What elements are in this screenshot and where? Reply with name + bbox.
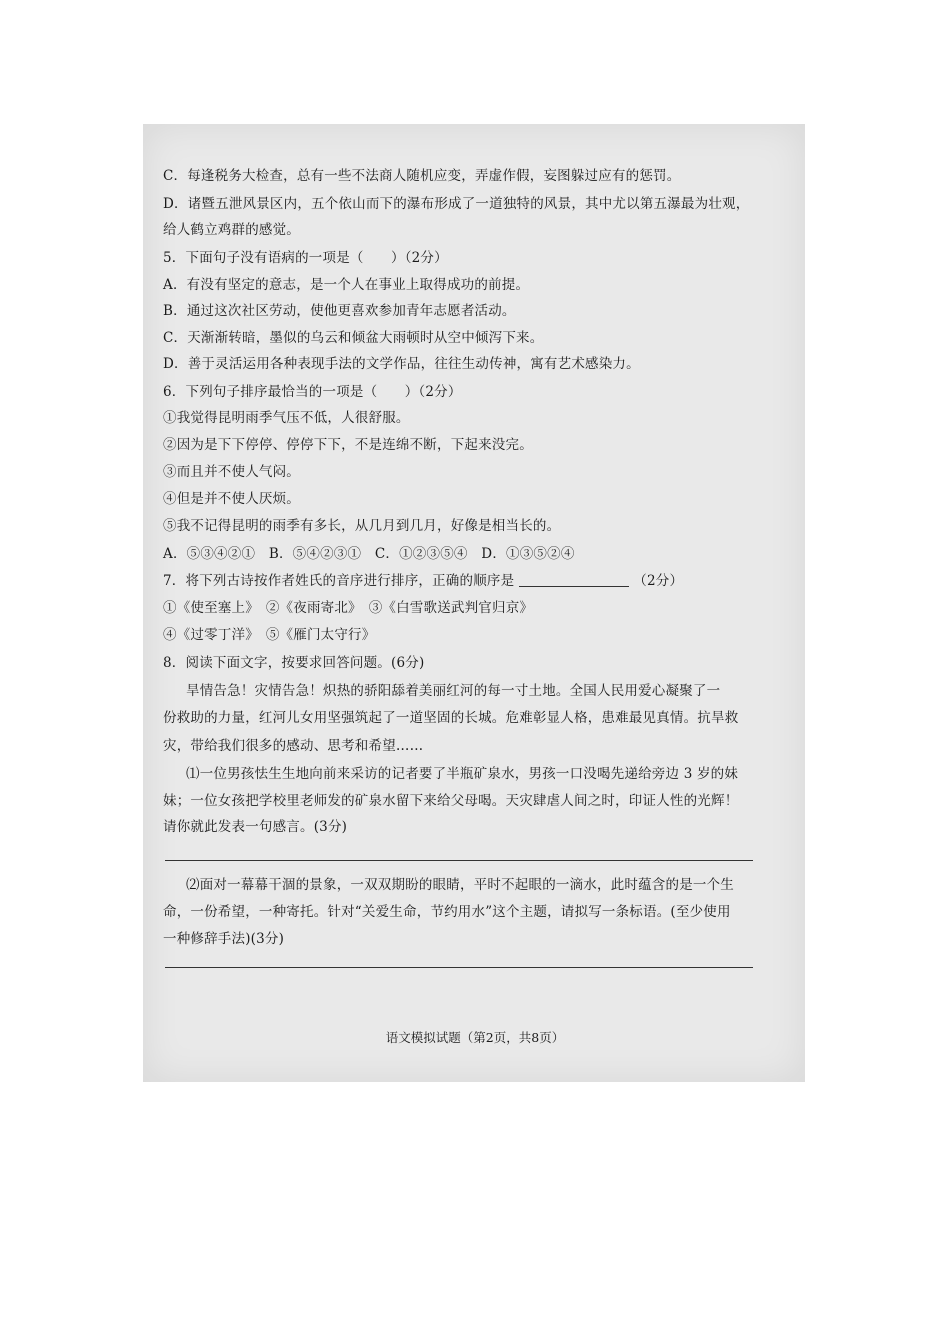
question-6: 6．下列句子排序最恰当的一项是（ ）（2分） — [163, 384, 462, 400]
poem-list-2: ④《过零丁洋》 ⑤《雁门太守行》 — [163, 627, 376, 643]
subquestion-2-line-3: 一种修辞手法)(3分) — [163, 931, 285, 947]
question-7 — [163, 571, 683, 591]
question-8: 8．阅读下面文字，按要求回答问题。(6分) — [163, 655, 425, 671]
page-footer: 语文模拟试题（第2页，共8页） — [385, 1030, 565, 1045]
sentence-5: ⑤我不记得昆明的雨季有多长，从几月到几月，好像是相当长的。 — [163, 518, 561, 534]
sentence-1: ①我觉得昆明雨季气压不低，人很舒服。 — [163, 410, 410, 426]
poem-list-1: ①《使至塞上》 ②《夜雨寄北》 ③《白雪歌送武判官归京》 — [163, 600, 534, 616]
passage-line-2: 份救助的力量，红河儿女用坚强筑起了一道坚固的长城。危难彰显人格，患难最见真情。抗旱救 — [163, 710, 739, 726]
question-5-option-d: D．善于灵活运用各种表现手法的文学作品，往往生动传神，寓有艺术感染力。 — [163, 356, 640, 372]
subquestion-1-line-1: ⑴一位男孩怯生生地向前来采访的记者要了半瓶矿泉水，男孩一口没喝先递给旁边 3 岁的妹 — [186, 766, 739, 782]
question-5-option-a: A．有没有坚定的意志，是一个人在事业上取得成功的前提。 — [163, 277, 530, 293]
sentence-3: ③而且并不使人气闷。 — [163, 464, 300, 480]
subquestion-1-line-2: 妹；一位女孩把学校里老师发的矿泉水留下来给父母喝。天灾肆虐人间之时，印证人性的光辉！ — [163, 793, 739, 809]
question-6-options: A．⑤③④②① B．⑤④②③① C．①②③⑤④ D．①③⑤②④ — [163, 546, 575, 562]
subquestion-2-answer-line[interactable] — [165, 967, 753, 968]
option-d-line-1: D．诸暨五泄风景区内，五个依山而下的瀑布形成了一道独特的风景，其中尤以第五瀑最为壮观， — [163, 196, 750, 212]
sentence-2: ②因为是下下停停、停停下下，不是连绵不断，下起来没完。 — [163, 437, 533, 453]
sentence-4: ④但是并不使人厌烦。 — [163, 491, 300, 507]
passage-line-3: 灾，带给我们很多的感动、思考和希望…… — [163, 738, 424, 754]
option-c-line: C．每逢税务大检查，总有一些不法商人随机应变，弄虚作假，妄图躲过应有的惩罚。 — [163, 168, 681, 184]
question-5: 5．下面句子没有语病的一项是（ ）（2分） — [163, 250, 448, 266]
question-7-prompt: 7．将下列古诗按作者姓氏的音序进行排序，正确的顺序是 — [163, 573, 515, 589]
option-d-line-2: 给人鹤立鸡群的感觉。 — [163, 222, 300, 238]
passage-line-1: 旱情告急！灾情告急！炽热的骄阳舔着美丽红河的每一寸土地。全国人民用爱心凝聚了一 — [186, 683, 721, 699]
subquestion-2-line-2: 命，一份希望，一种寄托。针对“关爱生命，节约用水”这个主题，请拟写一条标语。(至少使用 — [163, 904, 731, 920]
subquestion-1-line-3: 请你就此发表一句感言。(3分) — [163, 819, 348, 835]
question-7-score: （2分） — [633, 573, 684, 589]
subquestion-2-line-1: ⑵面对一幕幕干涸的景象，一双双期盼的眼睛，平时不起眼的一滴水，此时蕴含的是一个生 — [186, 877, 734, 893]
question-5-option-b: B．通过这次社区劳动，使他更喜欢参加青年志愿者活动。 — [163, 303, 516, 319]
question-7-answer-blank[interactable] — [519, 572, 629, 587]
question-5-option-c: C．天渐渐转暗，墨似的乌云和倾盆大雨顿时从空中倾泻下来。 — [163, 330, 544, 346]
subquestion-1-answer-line[interactable] — [165, 860, 753, 861]
